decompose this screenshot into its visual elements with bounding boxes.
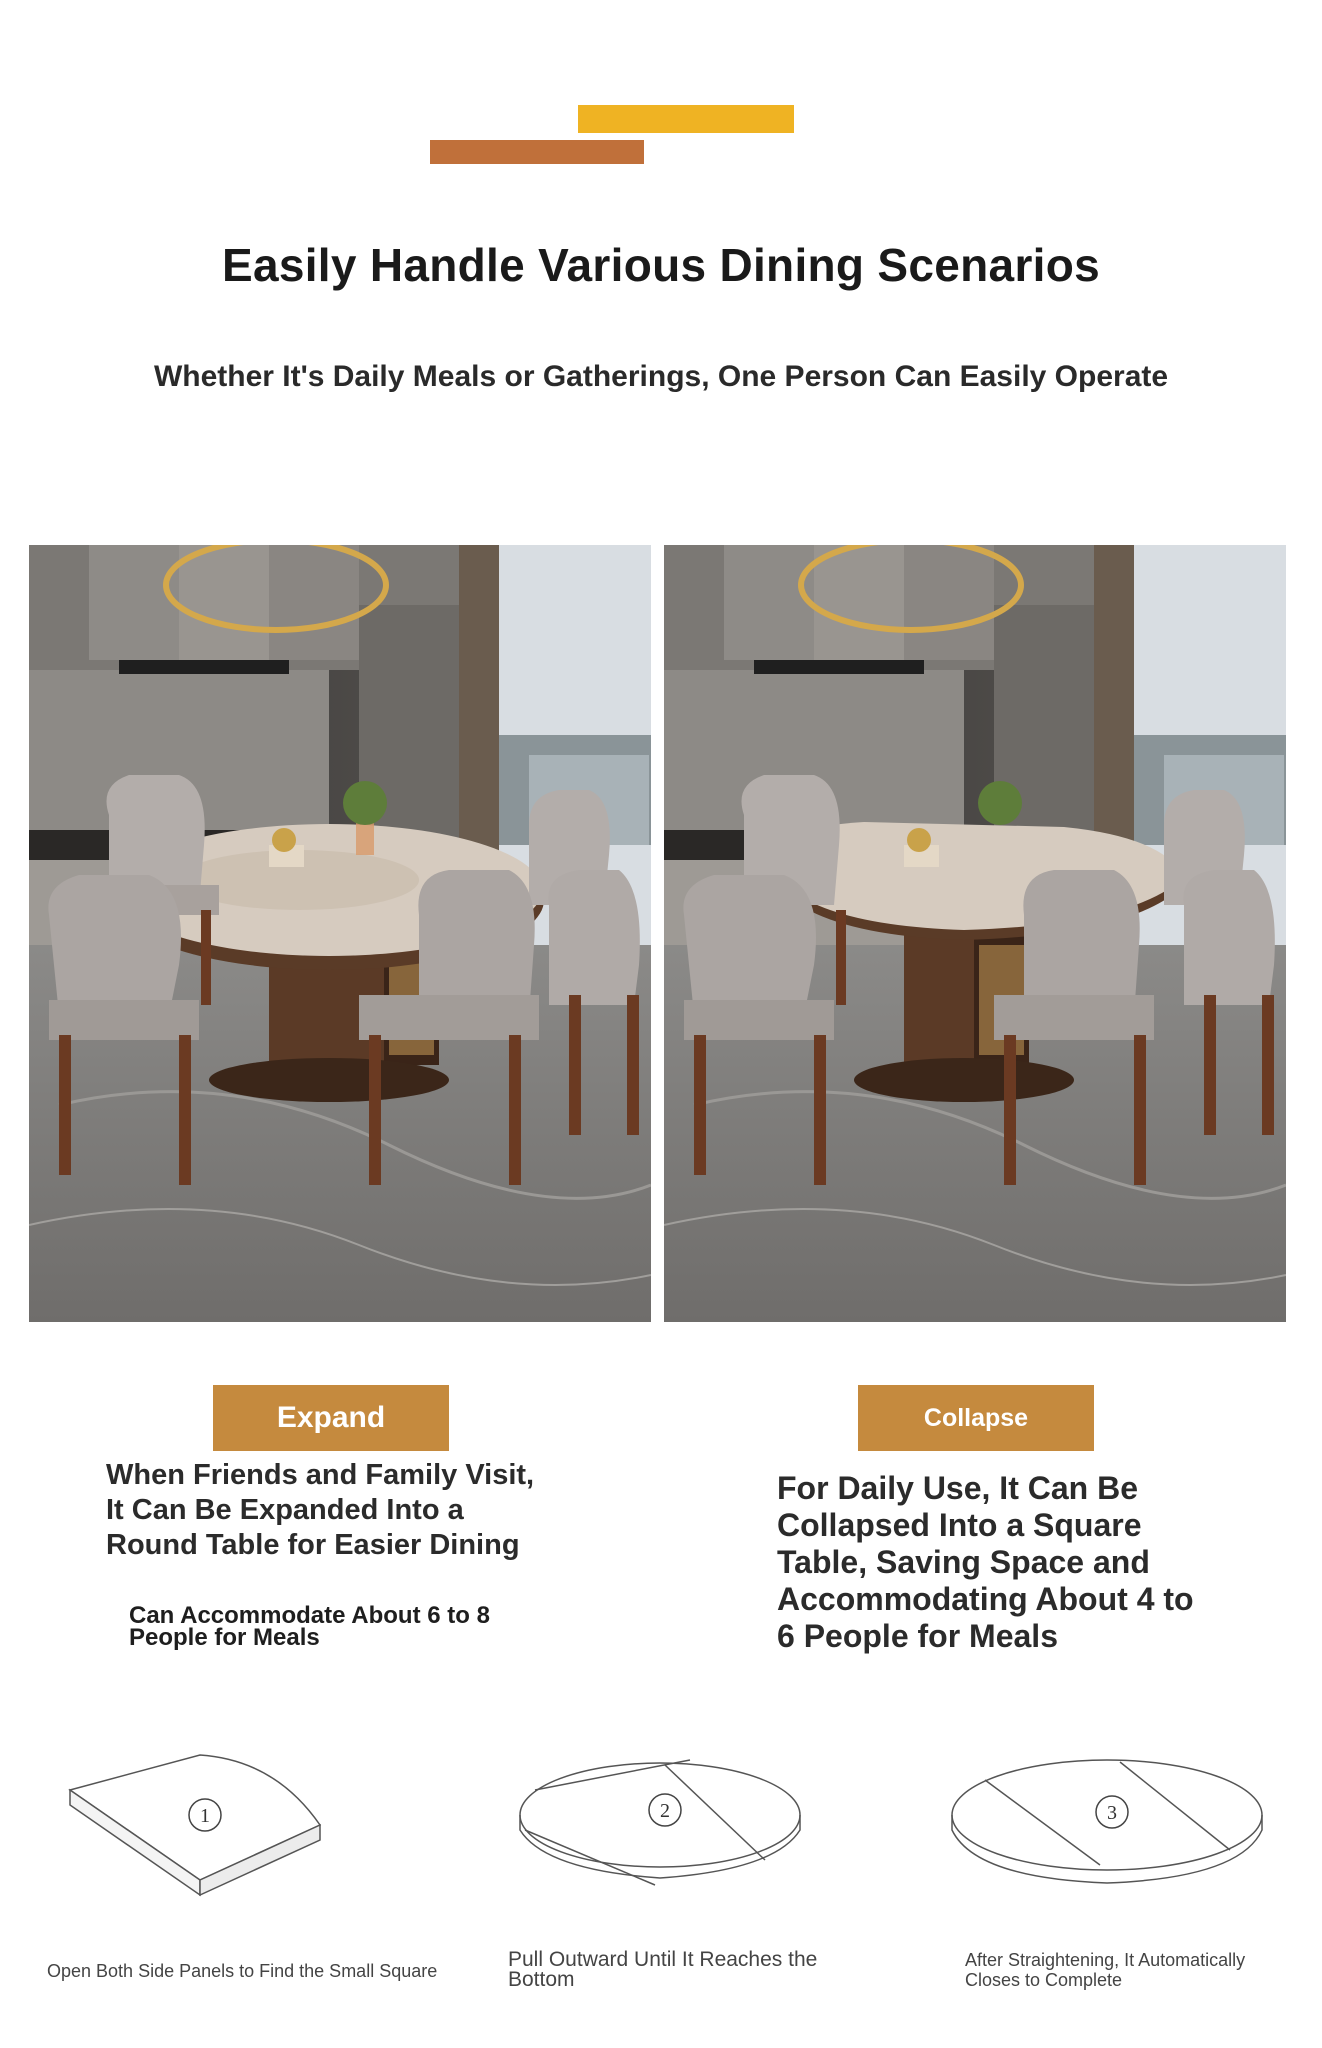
step-number: 1 xyxy=(200,1805,210,1827)
square-dining-table-photo xyxy=(664,545,1286,1322)
collapse-description: For Daily Use, It Can Be Collapsed Into a Square Table, Saving Space and Accommodating About 4 to 6 People for Meals xyxy=(777,1470,1194,1654)
round-table-closed-diagram xyxy=(945,1750,1270,1900)
step-2-caption: Pull Outward Until It Reaches the Bottom xyxy=(508,1948,818,1991)
step-number: 2 xyxy=(660,1800,670,1822)
step-1-caption: Open Both Side Panels to Find the Small Square xyxy=(47,1961,438,1981)
expand-description: When Friends and Family Visit, It Can Be Expanded Into a Round Table for Easier Dining xyxy=(106,1459,535,1561)
round-dining-table-photo xyxy=(29,545,651,1322)
table-panel-open-diagram xyxy=(60,1750,340,1900)
collapse-tag: Collapse xyxy=(858,1385,1094,1451)
page-subtitle: Whether It's Daily Meals or Gatherings, One Person Can Easily Operate xyxy=(153,360,1169,393)
expand-tag: Expand xyxy=(213,1385,449,1451)
accent-bar-orange xyxy=(430,140,644,164)
accent-bar-yellow xyxy=(578,105,794,133)
expand-capacity: Can Accommodate About 6 to 8 People for Meals xyxy=(129,1602,490,1651)
step-number: 3 xyxy=(1107,1802,1117,1824)
table-pull-outward-diagram xyxy=(515,1750,805,1900)
page-title: Easily Handle Various Dining Scenarios xyxy=(221,239,1101,291)
step-3-caption: After Straightening, It Automatically Closes to Complete xyxy=(965,1950,1246,1990)
